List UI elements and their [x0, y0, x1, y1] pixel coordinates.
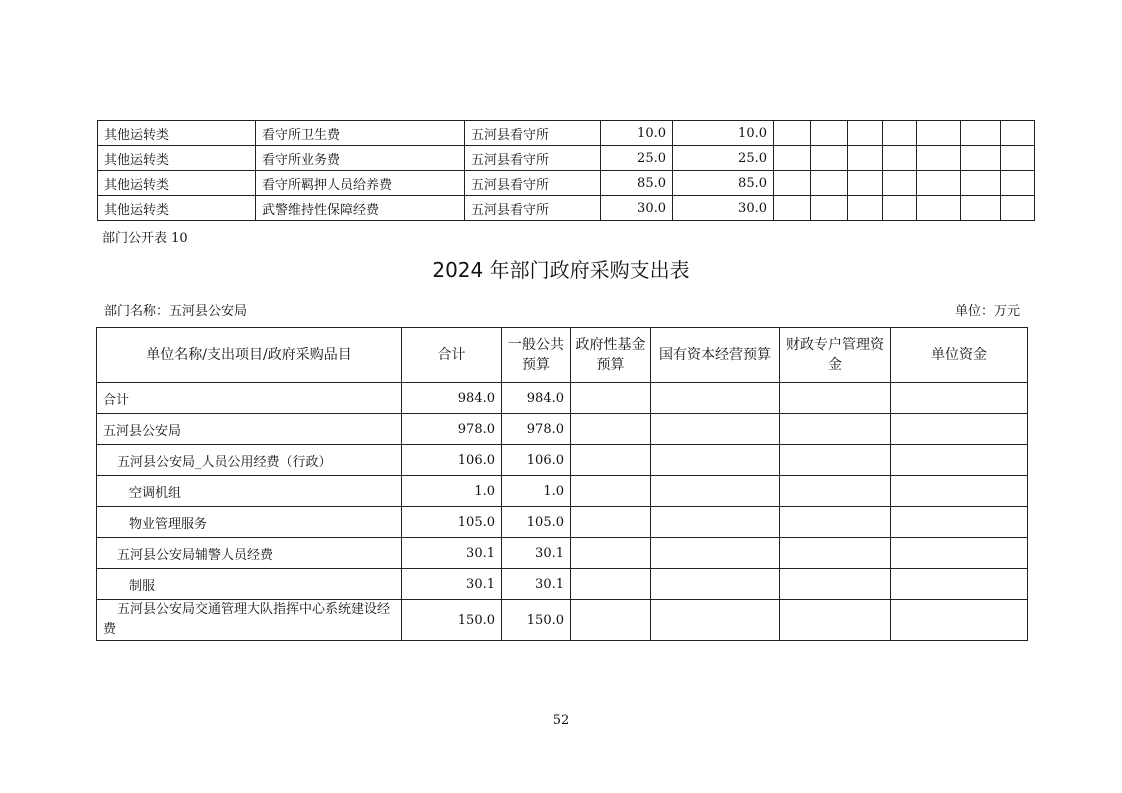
empty-cell — [780, 414, 891, 445]
empty-cell — [848, 171, 883, 196]
unit-cell: 五河县看守所 — [465, 196, 601, 221]
empty-cell — [571, 414, 651, 445]
general-cell: 30.1 — [502, 569, 571, 600]
header-general-budget: 一般公共预算 — [502, 328, 571, 383]
unit-cell: 五河县看守所 — [465, 146, 601, 171]
unit-label: 单位：万元 — [955, 304, 1021, 319]
empty-cell — [1001, 146, 1035, 171]
unit-cell: 五河县看守所 — [465, 171, 601, 196]
empty-cell — [571, 445, 651, 476]
header-row — [97, 328, 1028, 383]
empty-cell — [571, 383, 651, 414]
empty-cell — [571, 538, 651, 569]
name-cell: 制服 — [97, 569, 402, 600]
name-cell: 五河县公安局交通管理大队指挥中心系统建设经费 — [97, 600, 402, 641]
empty-cell — [1001, 121, 1035, 146]
empty-cell — [891, 476, 1028, 507]
table-row — [98, 196, 1035, 221]
empty-cell — [1001, 196, 1035, 221]
name-cell: 空调机组 — [97, 476, 402, 507]
empty-cell — [1001, 171, 1035, 196]
header-state-capital: 国有资本经营预算 — [651, 328, 780, 383]
empty-cell — [917, 196, 961, 221]
empty-cell — [883, 146, 917, 171]
empty-cell — [917, 171, 961, 196]
empty-cell — [780, 445, 891, 476]
empty-cell — [571, 476, 651, 507]
general-cell: 30.1 — [502, 538, 571, 569]
empty-cell — [780, 569, 891, 600]
empty-cell — [780, 507, 891, 538]
name-cell: 五河县公安局_人员公用经费（行政） — [97, 445, 402, 476]
empty-cell — [774, 121, 811, 146]
header-special-account: 财政专户管理资金 — [780, 328, 891, 383]
empty-cell — [780, 538, 891, 569]
empty-cell — [774, 146, 811, 171]
empty-cell — [891, 383, 1028, 414]
general-cell: 106.0 — [502, 445, 571, 476]
empty-cell — [811, 121, 848, 146]
table-row — [98, 171, 1035, 196]
empty-cell — [891, 507, 1028, 538]
table-row — [98, 146, 1035, 171]
general-cell: 984.0 — [502, 383, 571, 414]
general-cell: 105.0 — [502, 507, 571, 538]
table-row — [97, 569, 1028, 600]
empty-cell — [891, 569, 1028, 600]
total-cell: 1.0 — [402, 476, 502, 507]
item-cell: 看守所业务费 — [256, 146, 465, 171]
department-name: 部门名称：五河县公安局 — [104, 304, 248, 319]
name-cell: 五河县公安局辅警人员经费 — [97, 538, 402, 569]
empty-cell — [891, 600, 1028, 641]
table-row — [98, 121, 1035, 146]
empty-cell — [848, 121, 883, 146]
continued-table — [97, 120, 1035, 221]
empty-cell — [571, 507, 651, 538]
table-row — [97, 476, 1028, 507]
empty-cell — [811, 171, 848, 196]
general-cell: 25.0 — [673, 146, 774, 171]
header-unit-funds: 单位资金 — [891, 328, 1028, 383]
empty-cell — [891, 445, 1028, 476]
table-row — [97, 600, 1028, 641]
general-cell: 150.0 — [502, 600, 571, 641]
empty-cell — [651, 600, 780, 641]
empty-cell — [651, 383, 780, 414]
empty-cell — [961, 196, 1001, 221]
unit-cell: 五河县看守所 — [465, 121, 601, 146]
empty-cell — [571, 600, 651, 641]
general-cell: 30.0 — [673, 196, 774, 221]
total-cell: 30.1 — [402, 569, 502, 600]
category-cell: 其他运转类 — [98, 146, 256, 171]
total-cell: 30.1 — [402, 538, 502, 569]
table-row — [97, 538, 1028, 569]
name-cell: 五河县公安局 — [97, 414, 402, 445]
procurement-table — [96, 327, 1028, 641]
empty-cell — [848, 146, 883, 171]
total-cell: 25.0 — [601, 146, 673, 171]
page-title: 2024 年部门政府采购支出表 — [432, 258, 690, 282]
name-cell: 物业管理服务 — [97, 507, 402, 538]
header-name: 单位名称/支出项目/政府采购品目 — [97, 328, 402, 383]
table-number: 部门公开表 10 — [102, 231, 188, 246]
empty-cell — [774, 171, 811, 196]
header-gov-fund: 政府性基金预算 — [571, 328, 651, 383]
total-cell: 85.0 — [601, 171, 673, 196]
table-row — [97, 445, 1028, 476]
general-cell: 85.0 — [673, 171, 774, 196]
total-cell: 105.0 — [402, 507, 502, 538]
item-cell: 看守所羁押人员给养费 — [256, 171, 465, 196]
empty-cell — [651, 507, 780, 538]
general-cell: 978.0 — [502, 414, 571, 445]
name-cell: 合计 — [97, 383, 402, 414]
general-cell: 1.0 — [502, 476, 571, 507]
table-row — [97, 383, 1028, 414]
page-number: 52 — [552, 713, 570, 728]
empty-cell — [811, 146, 848, 171]
empty-cell — [961, 171, 1001, 196]
category-cell: 其他运转类 — [98, 196, 256, 221]
empty-cell — [891, 538, 1028, 569]
table-row — [97, 414, 1028, 445]
empty-cell — [917, 146, 961, 171]
empty-cell — [961, 121, 1001, 146]
empty-cell — [883, 171, 917, 196]
empty-cell — [891, 414, 1028, 445]
empty-cell — [571, 569, 651, 600]
empty-cell — [917, 121, 961, 146]
category-cell: 其他运转类 — [98, 171, 256, 196]
total-cell: 150.0 — [402, 600, 502, 641]
empty-cell — [883, 121, 917, 146]
empty-cell — [651, 445, 780, 476]
category-cell: 其他运转类 — [98, 121, 256, 146]
empty-cell — [848, 196, 883, 221]
total-cell: 978.0 — [402, 414, 502, 445]
general-cell: 10.0 — [673, 121, 774, 146]
empty-cell — [651, 538, 780, 569]
item-cell: 看守所卫生费 — [256, 121, 465, 146]
empty-cell — [811, 196, 848, 221]
empty-cell — [651, 414, 780, 445]
empty-cell — [774, 196, 811, 221]
total-cell: 30.0 — [601, 196, 673, 221]
empty-cell — [780, 476, 891, 507]
item-cell: 武警维持性保障经费 — [256, 196, 465, 221]
total-cell: 106.0 — [402, 445, 502, 476]
total-cell: 984.0 — [402, 383, 502, 414]
empty-cell — [883, 196, 917, 221]
empty-cell — [961, 146, 1001, 171]
total-cell: 10.0 — [601, 121, 673, 146]
empty-cell — [780, 383, 891, 414]
empty-cell — [651, 476, 780, 507]
table-row — [97, 507, 1028, 538]
empty-cell — [651, 569, 780, 600]
empty-cell — [780, 600, 891, 641]
header-total: 合计 — [402, 328, 502, 383]
